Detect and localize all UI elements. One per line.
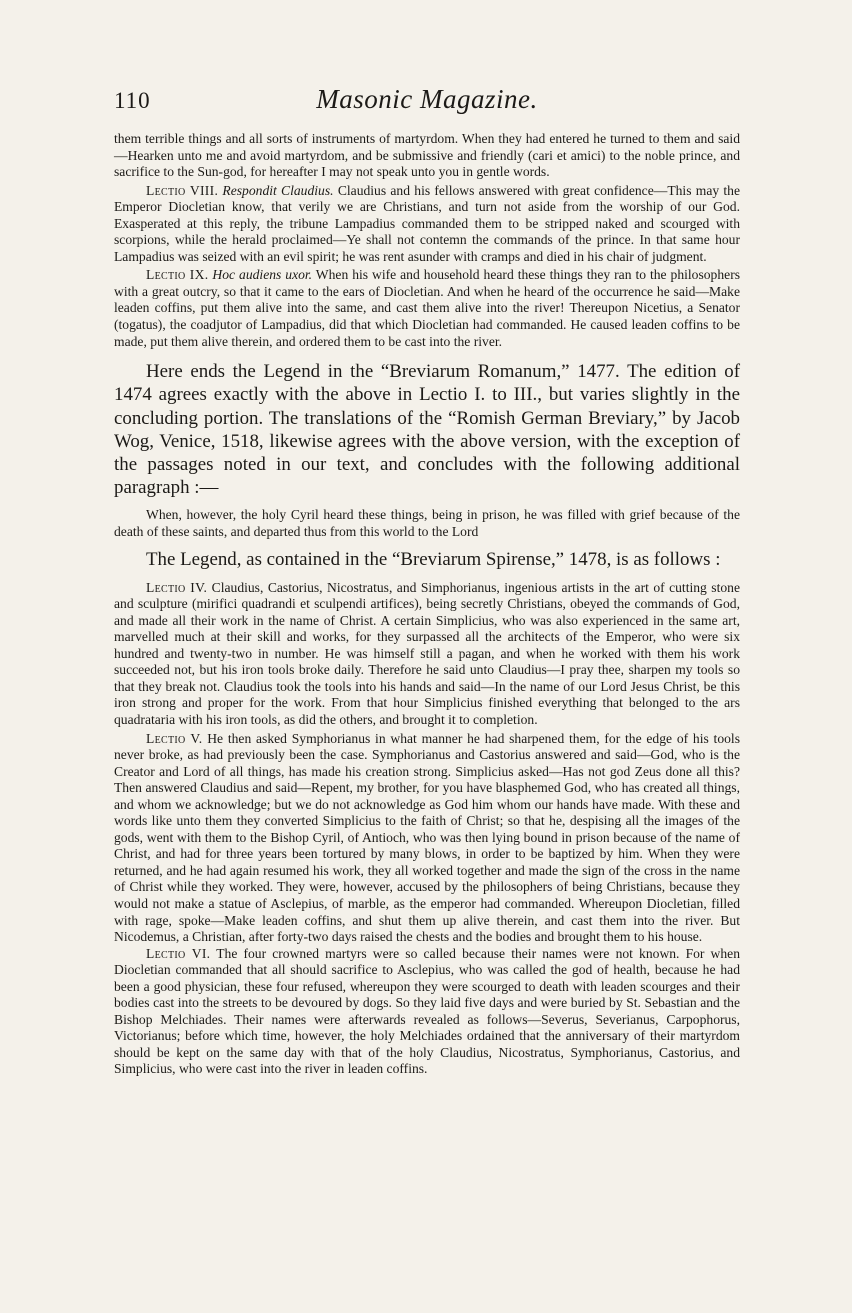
lectio-label: Lectio V. (146, 730, 203, 746)
lectio-incipit: Respondit Claudius. (222, 182, 334, 198)
lectio-paragraph: Lectio VI. The four crowned martyrs were so called because their names were not known. For when Diocletian commanded that all should sacrifice to Asclepius, who was called the god of health, because he had been a good physician, these four refused, whereupon they were scourged to death with leaden scourges and their bodies cast into the streets to be devoured by dogs. So they laid five days and were buried by St. Sebastian and the Bishop Melchiades. Their names were afterwards revealed as follows—Severus, Severianus, Carpophorus, Victorianus; before which time, however, the holy Melchiades ordained that the anniversary of their martyrdom should be kept on the same day with that of the holy Claudius, Nicostratus, Symphorianus, Castorius, and Simplicius, who were cast into the river in leaden coffins. (114, 945, 741, 1077)
lectio-label: Lectio IX. (146, 267, 209, 283)
paragraph: them terrible things and all sorts of instruments of martyrdom. When they had entered he turned to them and said—Hearken unto me and avoid martyrdom, and be submissive and friendly (cari et amici) to the noble prince, and sacrifice to the Sun-god, for hereafter I may not speak unto you in gentle words. (114, 131, 740, 180)
lectio-label: Lectio VI. (146, 945, 211, 961)
lectio-paragraph: Lectio IV. Claudius, Castorius, Nicostratus, and Simphorianus, ingenious artists in the art of cutting stone and sculpture (mirifici quadrandi et sculpendi artifices), being secretly Christians, obeyed the commands of God, and made all their work in the name of Christ. A certain Simplicius, who was also experienced in the same art, marvelled much at their skill and works, for they surpassed all the architects of the Emperor, who were six hundred and twenty-two in number. He was himself still a pagan, and when he worked with them his work succeeded not, but his iron tools broke daily. Therefore he said unto Claudius—I pray thee, sharpen my tools so that they break not. Claudius took the tools into his hands and said—In the name of our Lord Jesus Christ, be this iron strong and proper for the work. From that hour Simplicius finished everything that belonged to the ars quadrataria with his iron tools, as did the others, and brought it to completion. (114, 579, 740, 727)
body-text (114, 131, 740, 1078)
paragraph: When, however, the holy Cyril heard these things, being in prison, he was filled with grief because of the death of these saints, and departed thus from this world to the Lord (114, 507, 740, 539)
commentary-paragraph: Here ends the Legend in the “Breviarum Romanum,” 1477. The edition of 1474 agrees exactly with the above in Lectio I. to III., but varies slightly in the concluding portion. The translations of the “Romish German Breviary,” by Jacob Wog, Venice, 1518, likewise agrees with the above version, with the exception of the passages noted in our text, and concludes with the following additional paragraph :— (114, 361, 740, 499)
page-number: 110 (114, 88, 151, 113)
lectio-paragraph: Lectio VIII. Respondit Claudius. Claudius and his fellows answered with great confidence—This may the Emperor Diocletian know, that verily we are Christians, and turn not aside from the worship of our God. Exasperated at this reply, the tribune Lampadius commanded them to be stripped naked and scourged with scorpions, while the herald proclaimed—Ye shall not contemn the commands of the prince. In that same hour Lampadius was seized with an evil spirit; he was rent asunder with cramps and died in his chair of judgment. (114, 182, 741, 264)
lectio-label: Lectio IV. (146, 579, 208, 595)
lectio-paragraph: Lectio IX. Hoc audiens uxor. When his wife and household heard these things they ran to the philosophers with a great outcry, so that it came to the ears of Diocletian. And when he heard of the occurrence he said—Make leaden coffins, put them alive into the same, and cast them alive into the river! Thereupon Nicetius, a Senator (togatus), the coadjutor of Lampadius, did that which Diocletian had commanded. He caused leaden coffins to be made, put them alive therein, and ordered them to be cast into the river. (114, 267, 741, 349)
commentary-paragraph: The Legend, as contained in the “Breviarum Spirense,” 1478, is as follows : (146, 549, 721, 571)
page-header (114, 84, 740, 124)
lectio-paragraph: Lectio V. He then asked Symphorianus in what manner he had sharpened them, for the edge of his tools never broke, as had previously been the case. Symphorianus and Castorius answered and said—God, who is the Creator and Lord of all things, has made his creation strong. Simplicius asked—Has not god Zeus done all this? Then answered Claudius and said—Repent, my brother, for you have blasphemed God, who has created all things, and whom we acknowledge; but we do not acknowledge as God him whom our hands have made. With these and words like unto them they converted Simplicius to the faith of Christ; so that he, despising all the images of the gods, went with them to the Bishop Cyril, of Antioch, who was then lying bound in prison because of the name of Christ, and had for three years been tortured by many blows, in order to be baptized by him. When they were returned, and he had again resumed his work, they all worked together and made the sign of the cross in the name of Christ while they worked. They were, however, accused by the philosophers of being Christians, because they would not make a statue of Asclepius, of marble, as the emperor had commanded. Whereupon Diocletian, filled with rage, spoke—Make leaden coffins, and shut them up alive therein, and cast them into the river. But Nicodemus, a Christian, after forty-two days raised the chests and the bodies and brought them to his house. (114, 730, 740, 945)
lectio-incipit: Hoc audiens uxor. (212, 267, 313, 283)
running-title: Masonic Magazine. (316, 84, 538, 114)
lectio-label: Lectio VIII. (146, 182, 219, 198)
